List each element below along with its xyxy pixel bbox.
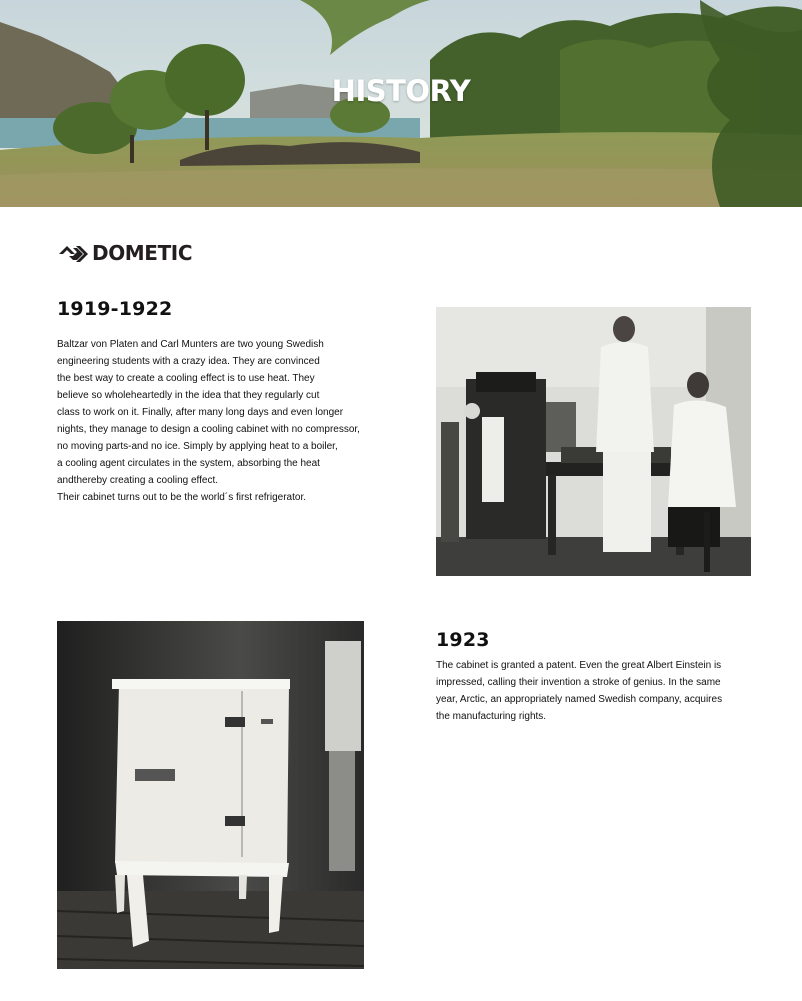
- text-line: andthereby creating a cooling effect.: [57, 475, 219, 486]
- text-line: year, Arctic, an appropriately named Swedish company, acquires: [436, 694, 723, 705]
- text-line: no moving parts-and no ice. Simply by applying heat to a boiler,: [57, 441, 338, 452]
- text-line: Their cabinet turns out to be the world´s first refrigerator.: [57, 492, 306, 503]
- page-title: HISTORY: [331, 74, 471, 108]
- hero-banner: [0, 0, 802, 207]
- cooling-cabinet-photo: [57, 621, 364, 969]
- brand-logo[interactable]: [57, 241, 192, 265]
- text-line: believe so wholeheartedly in the idea that they regularly cut: [57, 390, 320, 401]
- text-line: the manufacturing rights.: [436, 711, 547, 722]
- brand-name: DOMETIC: [92, 241, 193, 265]
- inventors-photo: [436, 307, 751, 576]
- text-line: Baltzar von Platen and Carl Munters are two young Swedish: [57, 339, 324, 350]
- section-year-heading: 1919-1922: [57, 298, 173, 320]
- text-line: engineering students with a crazy idea. They are convinced: [57, 356, 320, 367]
- text-line: a cooling agent circulates in the system, absorbing the heat: [57, 458, 320, 469]
- section-year-heading: 1923: [436, 629, 490, 651]
- text-line: impressed, calling their invention a stroke of genius. In the same: [436, 677, 721, 688]
- section-body-text: [57, 336, 417, 506]
- text-line: The cabinet is granted a patent. Even the great Albert Einstein is: [436, 660, 722, 671]
- dometic-chevrons-icon: [57, 241, 89, 265]
- section-body-text: [436, 657, 756, 725]
- text-line: the best way to create a cooling effect is to use heat. They: [57, 373, 315, 384]
- text-line: nights, they manage to design a cooling cabinet with no compressor,: [57, 424, 360, 435]
- text-line: class to work on it. Finally, after many long days and even longer: [57, 407, 344, 418]
